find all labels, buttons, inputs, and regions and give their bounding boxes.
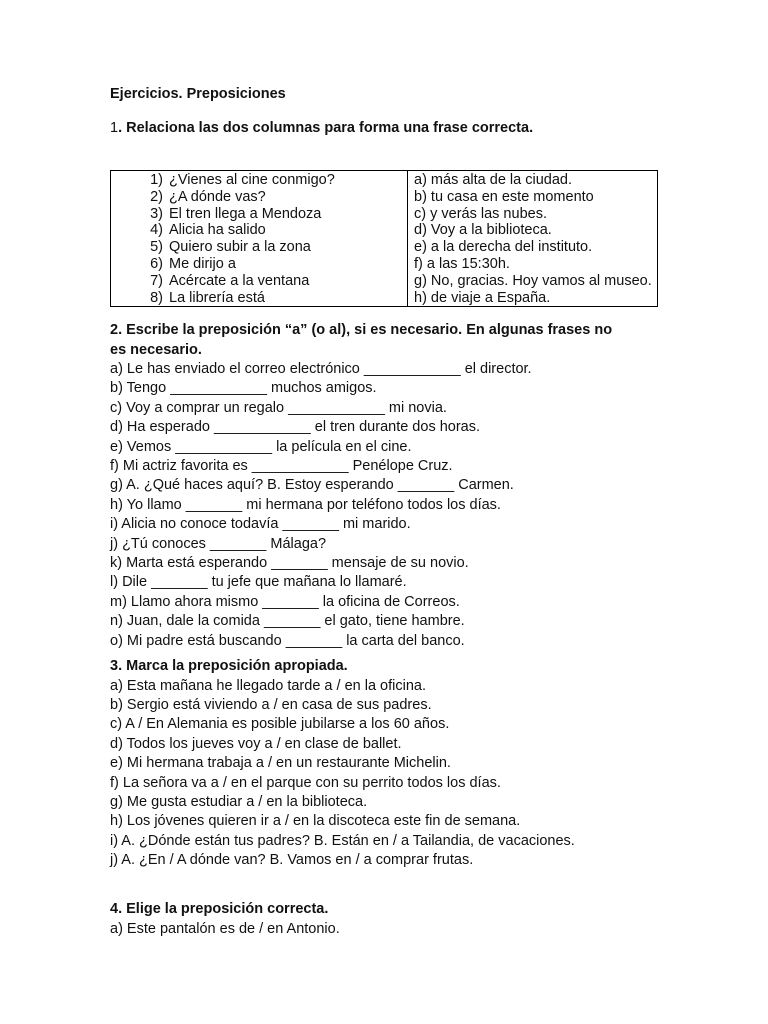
left-item — [141, 206, 403, 223]
matching-table — [110, 170, 658, 307]
exercise-2-heading — [110, 321, 658, 360]
exercise-2-item: f) Mi actriz favorita es ____________ Penélope Cruz. — [110, 458, 453, 475]
right-item: d) Voy a la biblioteca. — [414, 222, 552, 239]
exercise-2-item: c) Voy a comprar un regalo ____________ mi novia. — [110, 399, 447, 416]
exercise-3-item: e) Mi hermana trabaja a / en un restaurante Michelin. — [110, 755, 451, 772]
left-item-text: ¿Vienes al cine conmigo? — [169, 172, 335, 188]
exercise-2-item: e) Vemos ____________ la película en el cine. — [110, 438, 412, 455]
right-item: c) y verás las nubes. — [414, 205, 547, 222]
exercise-3-item: d) Todos los jueves voy a / en clase de ballet. — [110, 735, 402, 752]
exercise-3-heading: 3. Marca la preposición apropiada. — [110, 658, 348, 674]
exercise-3-item: c) A / En Alemania es posible jubilarse a los 60 años. — [110, 716, 450, 733]
left-item-text: Me dirijo a — [169, 255, 236, 272]
left-column — [111, 171, 408, 307]
exercise-3-item: a) Esta mañana he llegado tarde a / en la oficina. — [110, 677, 426, 694]
right-item: h) de viaje a España. — [414, 289, 551, 306]
right-item: a) más alta de la ciudad. — [414, 172, 572, 188]
exercise-2-item: i) Alicia no conoce todavía _______ mi marido. — [110, 516, 411, 533]
left-item-number: 1) — [150, 172, 163, 188]
exercise-3-item: f) La señora va a / en el parque con su perrito todos los días. — [110, 774, 501, 791]
left-item-text: ¿A dónde vas? — [169, 188, 266, 205]
exercise-3-item: b) Sergio está viviendo a / en casa de sus padres. — [110, 696, 432, 713]
exercise-2-item: n) Juan, dale la comida _______ el gato, tiene hambre. — [110, 613, 465, 630]
exercise-1-number: 1 — [110, 120, 119, 136]
exercise-2-item: k) Marta está esperando _______ mensaje de su novio. — [110, 555, 469, 572]
right-item: f) a las 15:30h. — [414, 255, 510, 272]
left-item-number: 7) — [150, 272, 163, 289]
exercise-2-item: d) Ha esperado ____________ el tren durante dos horas. — [110, 419, 481, 436]
exercise-2-item: j) ¿Tú conoces _______ Málaga? — [110, 535, 327, 552]
exercise-4 — [110, 900, 658, 939]
exercise-3-item: j) A. ¿En / A dónde van? B. Vamos en / a comprar frutas. — [110, 852, 474, 869]
exercise-1-heading — [110, 120, 533, 136]
exercise-2-item: g) A. ¿Qué haces aquí? B. Estoy esperando _______ Carmen. — [110, 477, 514, 494]
exercise-1-instruction: . Relaciona las dos columnas para forma una frase correcta. — [118, 120, 534, 136]
left-item-text: La librería está — [169, 289, 265, 306]
exercise-2-heading-line2: es necesario. — [110, 341, 202, 358]
left-item-number: 5) — [150, 239, 163, 256]
left-item — [141, 239, 403, 256]
left-item-text: Quiero subir a la zona — [169, 239, 311, 256]
left-item-number: 2) — [150, 188, 163, 205]
exercise-2-item: o) Mi padre está buscando _______ la carta del banco. — [110, 632, 465, 649]
exercise-4-item: a) Este pantalón es de / en Antonio. — [110, 920, 340, 937]
exercise-3 — [110, 657, 658, 871]
exercise-2-item: m) Llamo ahora mismo _______ la oficina de Correos. — [110, 593, 460, 610]
exercise-2-item: h) Yo llamo _______ mi hermana por teléfono todos los días. — [110, 496, 501, 513]
right-item: b) tu casa en este momento — [414, 188, 594, 205]
exercise-3-item: i) A. ¿Dónde están tus padres? B. Están en / a Tailandia, de vacaciones. — [110, 832, 575, 849]
left-item — [141, 290, 403, 307]
left-item — [141, 189, 403, 206]
exercise-2-item: a) Le has enviado el correo electrónico ____________ el director. — [110, 361, 532, 377]
right-column — [408, 171, 658, 307]
left-item-number: 4) — [150, 222, 163, 239]
right-item: e) a la derecha del instituto. — [414, 239, 593, 256]
left-item — [141, 256, 403, 273]
left-item-number: 8) — [150, 289, 163, 306]
right-item: g) No, gracias. Hoy vamos al museo. — [414, 272, 652, 289]
exercise-3-item: h) Los jóvenes quieren ir a / en la discoteca este fin de semana. — [110, 813, 521, 830]
left-item — [141, 172, 403, 189]
worksheet-title: Ejercicios. Preposiciones — [110, 86, 286, 102]
exercise-2-item: b) Tengo ____________ muchos amigos. — [110, 380, 377, 397]
exercise-2-heading-line1: 2. Escribe la preposición “a” (o al), si es necesario. En algunas frases no — [110, 322, 613, 338]
left-item-number: 6) — [150, 255, 163, 272]
exercise-3-item: g) Me gusta estudiar a / en la biblioteca. — [110, 793, 368, 810]
left-item — [141, 222, 403, 239]
left-item-text: Acércate a la ventana — [169, 272, 310, 289]
left-item-text: El tren llega a Mendoza — [169, 205, 322, 222]
exercise-2 — [110, 321, 658, 651]
left-item — [141, 273, 403, 290]
left-item-text: Alicia ha salido — [169, 222, 266, 239]
exercise-2-item: l) Dile _______ tu jefe que mañana lo llamaré. — [110, 574, 407, 591]
exercise-4-heading: 4. Elige la preposición correcta. — [110, 901, 329, 917]
left-item-number: 3) — [150, 205, 163, 222]
